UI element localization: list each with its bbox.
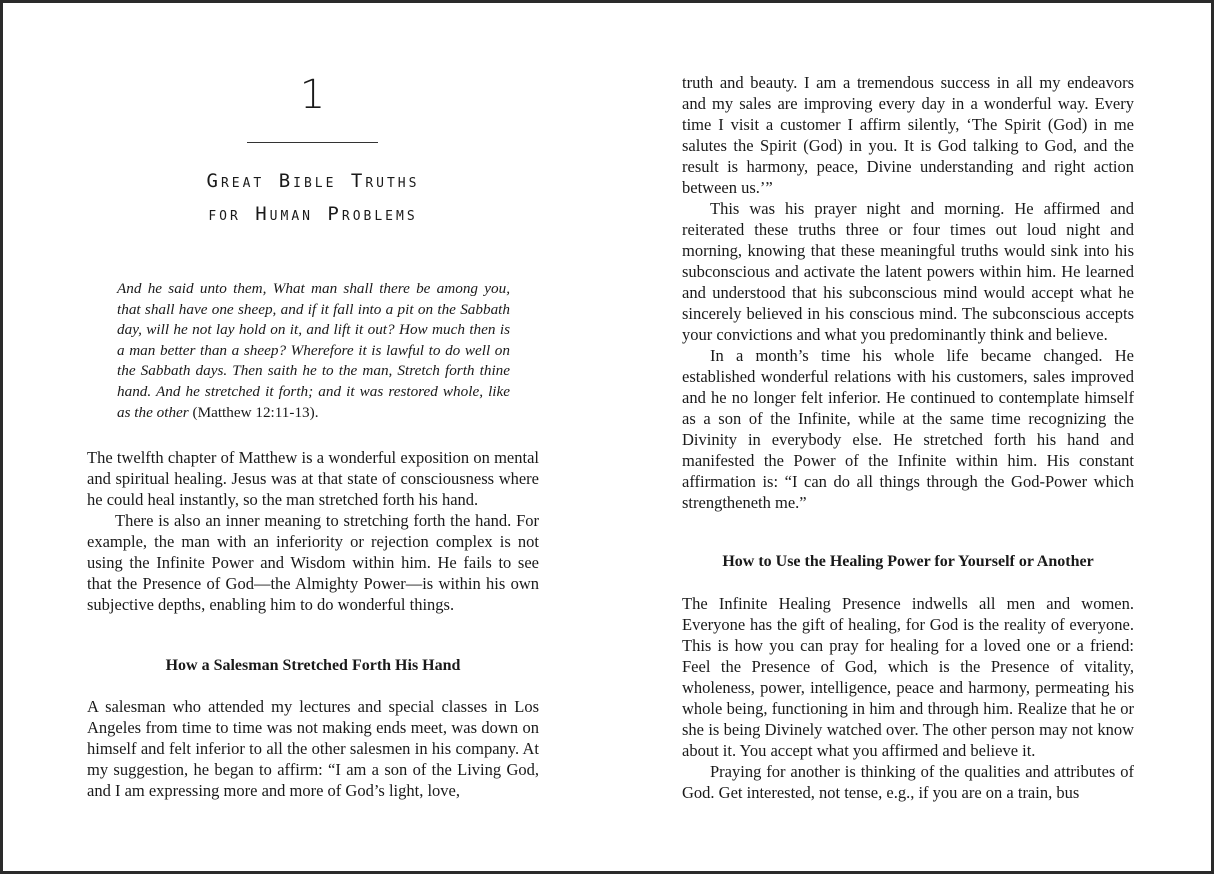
- body-paragraph: The Infinite Healing Presence indwells all men and women. Everyone has the gift of healing, for God is the reality of everyone. This is how you can pray for healing for a loved one or a friend: Feel the Presence of God, which is the Presence of vitality, wholeness, power, intelligence, peace and harmony, permeating his whole being, functioning in him and through him. Realize that he or she is being Divinely watched over. The other person may not know about it. You accept what you affirmed and believe it.: [682, 594, 1134, 760]
- chapter-divider: [247, 142, 378, 143]
- section-heading: How to Use the Healing Power for Yourself or Another: [722, 553, 1094, 570]
- right-page: [682, 3, 1134, 871]
- left-body-section-1: [87, 447, 539, 615]
- body-paragraph: This was his prayer night and morning. He affirmed and reiterated these truths three or four times out loud night and morning, knowing that these meaningful truths would sink into his subconscious and activate the latent powers within him. He learned and understood that his subconscious mind would accept what he sincerely believed in his conscious mind. The subconscious accepts your convictions and what you predominantly think and believe.: [682, 199, 1134, 344]
- epigraph-citation: (Matthew 12:11-13).: [192, 403, 319, 421]
- left-body-section-2: [87, 696, 539, 801]
- body-paragraph: A salesman who attended my lectures and special classes in Los Angeles from time to time was not making ends meet, was down on himself and felt inferior to all the other salesmen in his company. At my suggestion, he began to affirm: “I am a son of the Living God, and I am expressing more and more of God’s light, love,: [87, 697, 539, 800]
- chapter-title: [87, 165, 539, 231]
- epigraph-text: And he said unto them, What man shall there be among you, that shall have one sheep, and if it fall into a pit on the Sabbath day, will he not lay hold on it, and lift it out? How much then is a man better than a sheep? Wherefore it is lawful to do well on the Sabbath days. Then saith he to the man, Stretch forth thine hand. And he stretched it forth; and it was restored whole, like as the other: [117, 280, 510, 421]
- epigraph: [117, 279, 510, 423]
- body-paragraph: The twelfth chapter of Matthew is a wonderful exposition on mental and spiritual healing. Jesus was at that state of consciousness where he could heal instantly, so the man stretched forth his hand.: [87, 448, 539, 509]
- body-paragraph: Praying for another is thinking of the qualities and attributes of God. Get interested, not tense, e.g., if you are on a train, bus: [682, 762, 1134, 802]
- body-paragraph: truth and beauty. I am a tremendous success in all my endeavors and my sales are improving every day in a wonderful way. Every time I visit a customer I affirm silently, ‘The Spirit (God) in me salutes the Spirit (God) in you. It is God talking to God, and the result is harmony, peace, Divine understanding and right action between us.’”: [682, 73, 1134, 197]
- section-heading: How a Salesman Stretched Forth His Hand: [165, 657, 461, 674]
- right-body-section-2: [682, 593, 1134, 803]
- chapter-title-line-2: for Human Problems: [208, 203, 418, 225]
- left-page: [87, 3, 539, 871]
- right-body-section-1: [682, 72, 1134, 513]
- body-paragraph: There is also an inner meaning to stretching forth the hand. For example, the man with an inferiority or rejection complex is not using the Infinite Power and Wisdom within him. He fails to see that the Presence of God—the Almighty Power—is within his own subjective depths, enabling him to do wonderful things.: [87, 511, 539, 614]
- chapter-number: 1: [299, 72, 327, 118]
- chapter-title-line-1: Great Bible Truths: [206, 170, 420, 192]
- body-paragraph: In a month’s time his whole life became changed. He established wonderful relations with his customers, sales improved and he no longer felt inferior. He continued to contemplate himself as a son of the Infinite, while at the same time recognizing the Divinity in everybody else. He stretched forth his hand and manifested the Power of the Infinite within him. His constant affirmation is: “I can do all things through the God-Power which strengtheneth me.”: [682, 346, 1134, 512]
